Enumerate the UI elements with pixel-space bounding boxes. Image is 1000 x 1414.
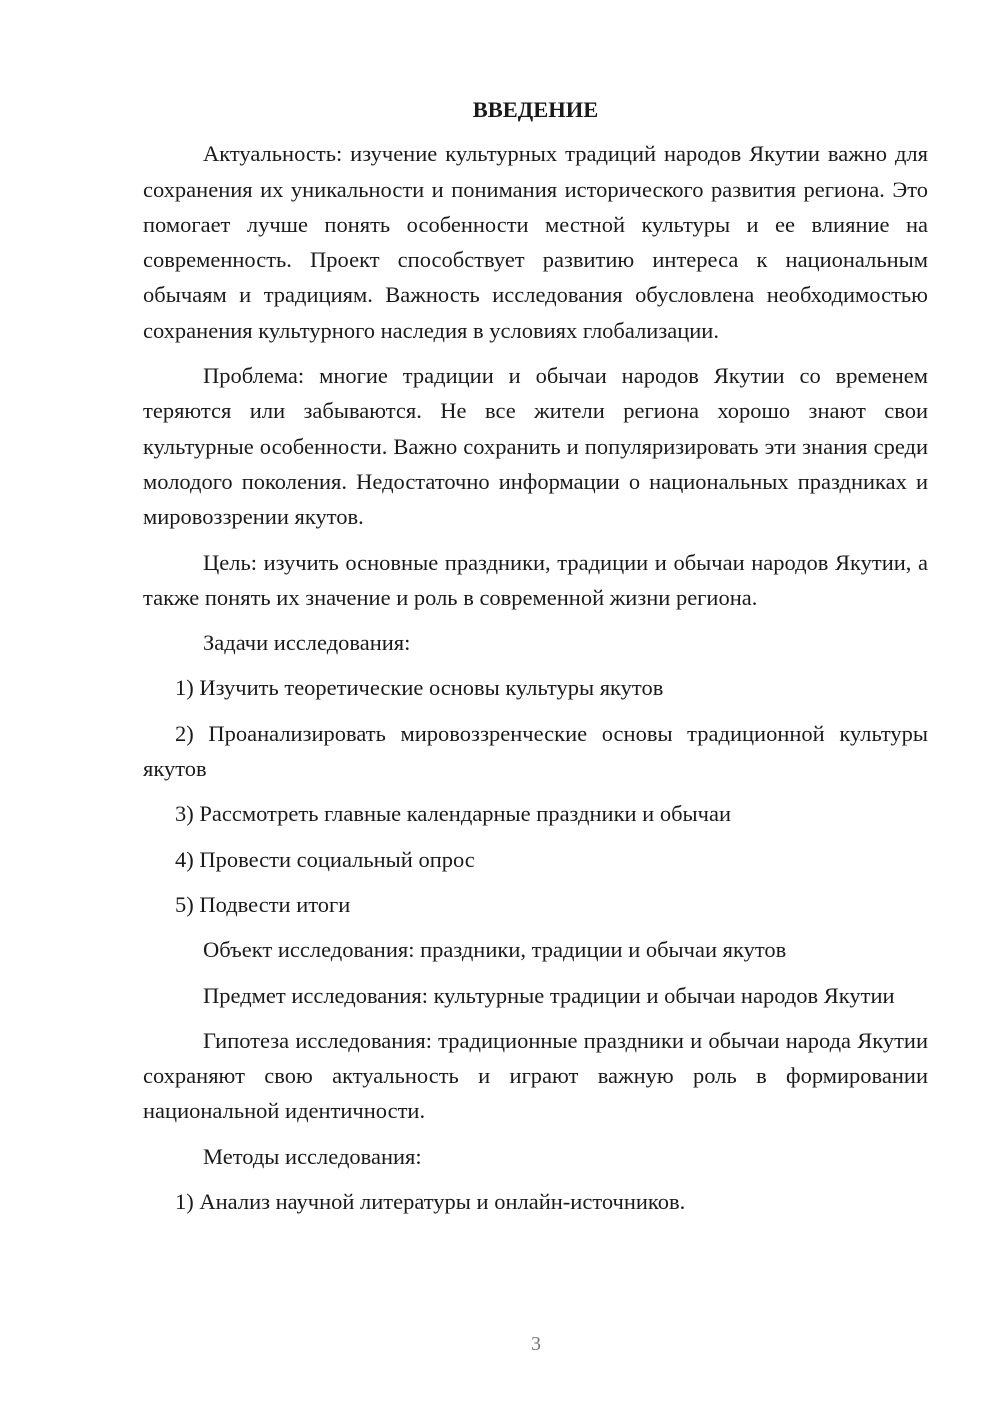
paragraph-problem: Проблема: многие традиции и обычаи народов Якутии со временем теряются или забываются. Не все жители региона хорошо знают свои культурные особенности. Важно сохранить и популяризировать эти знания среди молодого поколения. Недостаточно информации о национальных праздниках и мировоззрении якутов.	[143, 363, 928, 530]
task-item-3: 3) Рассмотреть главные календарные праздники и обычаи	[175, 801, 731, 827]
task-item-5: 5) Подвести итоги	[175, 891, 351, 917]
page-number: 3	[531, 1333, 541, 1355]
paragraph-goal: Цель: изучить основные праздники, традиции и обычаи народов Якутии, а также понять их значение и роль в современной жизни региона.	[143, 549, 928, 610]
document-body	[143, 92, 928, 1229]
method-item-1: 1) Анализ научной литературы и онлайн-источников.	[175, 1189, 686, 1215]
section-title: ВВЕДЕНИЕ	[472, 97, 599, 122]
task-item-2: 2) Проанализировать мировоззренческие основы традиционной культуры якутов	[143, 720, 928, 782]
paragraph-subject: Предмет исследования: культурные традиции и обычаи народов Якутии	[203, 982, 895, 1008]
task-item-4: 4) Провести социальный опрос	[175, 846, 475, 872]
paragraph-object: Объект исследования: праздники, традиции и обычаи якутов	[203, 937, 787, 963]
methods-heading: Методы исследования:	[203, 1143, 422, 1169]
tasks-heading: Задачи исследования:	[203, 630, 411, 656]
paragraph-relevance: Актуальность: изучение культурных традиций народов Якутии важно для сохранения их уникальности и понимания исторического развития региона. Это помогает лучше понять особенности местной культуры и ее влияние на современность. Проект способствует развитию интереса к национальным обычаям и традициям. Важность исследования обусловлена необходимостью сохранения культурного наследия в условиях глобализации.	[143, 141, 928, 343]
paragraph-hypothesis: Гипотеза исследования: традиционные праздники и обычаи народа Якутии сохраняют свою актуальность и играют важную роль в формировании национальной идентичности.	[143, 1027, 928, 1124]
task-item-1: 1) Изучить теоретические основы культуры якутов	[175, 675, 664, 701]
